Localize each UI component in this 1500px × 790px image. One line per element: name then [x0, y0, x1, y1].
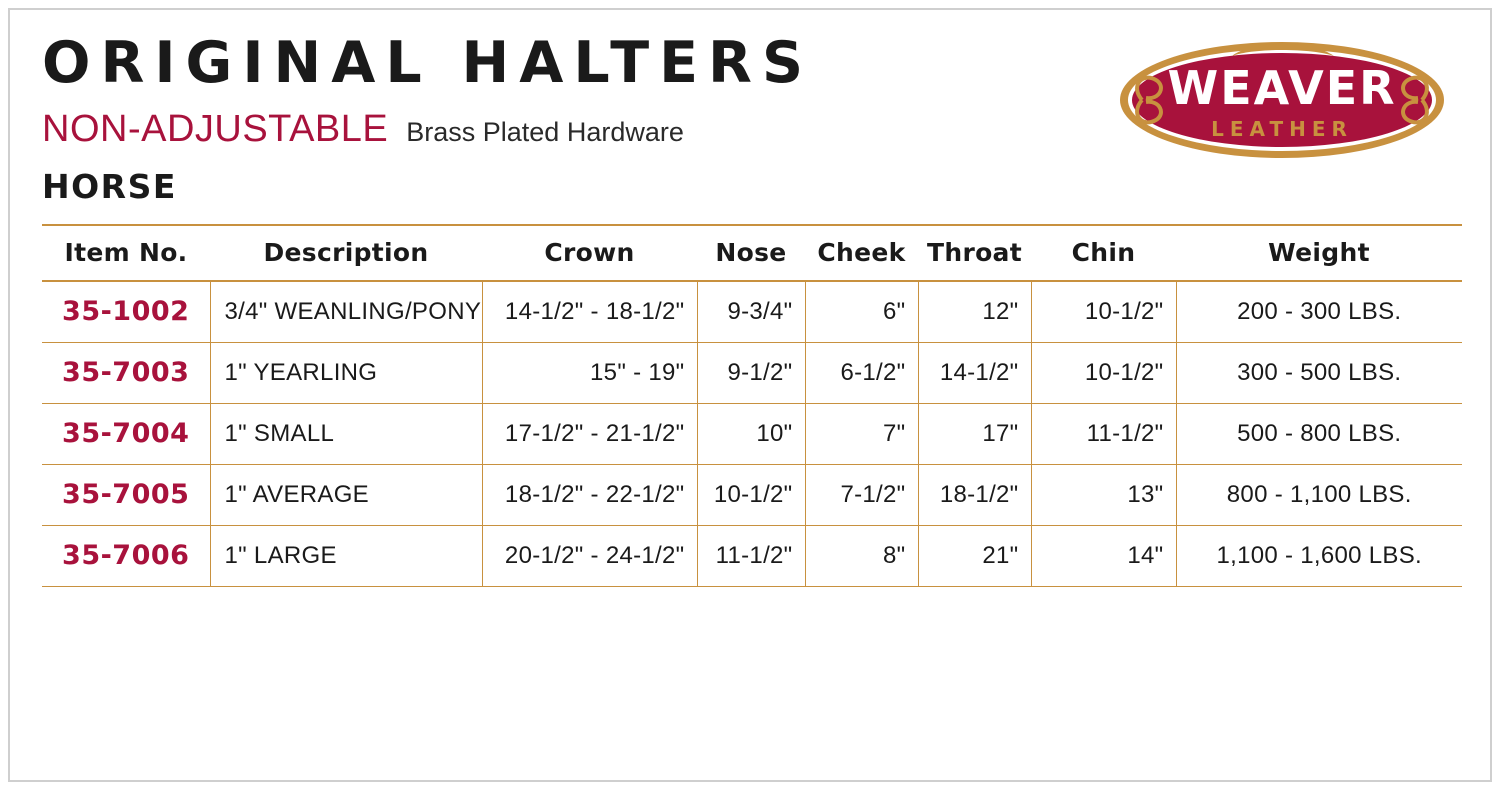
specifications-table	[42, 224, 1462, 587]
column-header-crown: Crown	[482, 225, 697, 281]
table-row	[42, 464, 1462, 525]
cell-description: 1" AVERAGE	[210, 464, 482, 525]
cell-cheek: 7-1/2"	[805, 464, 918, 525]
cell-item-no: 35-7005	[42, 464, 210, 525]
cell-nose: 10"	[697, 403, 805, 464]
cell-weight: 500 - 800 LBS.	[1176, 403, 1462, 464]
column-header-weight: Weight	[1176, 225, 1462, 281]
cell-item-no: 35-1002	[42, 281, 210, 343]
cell-cheek: 6-1/2"	[805, 342, 918, 403]
cell-nose: 9-3/4"	[697, 281, 805, 343]
cell-throat: 12"	[918, 281, 1031, 343]
header-block	[42, 30, 1462, 206]
cell-weight: 800 - 1,100 LBS.	[1176, 464, 1462, 525]
cell-chin: 13"	[1031, 464, 1176, 525]
table-row	[42, 342, 1462, 403]
cell-item-no: 35-7004	[42, 403, 210, 464]
cell-description: 1" LARGE	[210, 525, 482, 586]
cell-crown: 14-1/2" - 18-1/2"	[482, 281, 697, 343]
cell-description: 1" SMALL	[210, 403, 482, 464]
column-header-item-no: Item No.	[42, 225, 210, 281]
cell-nose: 10-1/2"	[697, 464, 805, 525]
column-header-throat: Throat	[918, 225, 1031, 281]
cell-cheek: 6"	[805, 281, 918, 343]
cell-description: 1" YEARLING	[210, 342, 482, 403]
cell-throat: 17"	[918, 403, 1031, 464]
cell-crown: 15" - 19"	[482, 342, 697, 403]
cell-nose: 11-1/2"	[697, 525, 805, 586]
cell-crown: 17-1/2" - 21-1/2"	[482, 403, 697, 464]
cell-item-no: 35-7003	[42, 342, 210, 403]
table-header-row	[42, 225, 1462, 281]
logo-tagline-text: LEATHER	[1211, 117, 1353, 141]
cell-throat: 14-1/2"	[918, 342, 1031, 403]
cell-cheek: 8"	[805, 525, 918, 586]
sheet-content	[42, 30, 1462, 587]
cell-weight: 1,100 - 1,600 LBS.	[1176, 525, 1462, 586]
hardware-note: Brass Plated Hardware	[406, 116, 684, 147]
logo-brand-text: WEAVER	[1167, 61, 1397, 115]
table-row	[42, 525, 1462, 586]
cell-weight: 300 - 500 LBS.	[1176, 342, 1462, 403]
column-header-nose: Nose	[697, 225, 805, 281]
cell-throat: 18-1/2"	[918, 464, 1031, 525]
cell-crown: 18-1/2" - 22-1/2"	[482, 464, 697, 525]
cell-crown: 20-1/2" - 24-1/2"	[482, 525, 697, 586]
cell-description: 3/4" WEANLING/PONY	[210, 281, 482, 343]
cell-chin: 14"	[1031, 525, 1176, 586]
cell-chin: 10-1/2"	[1031, 281, 1176, 343]
cell-chin: 11-1/2"	[1031, 403, 1176, 464]
column-header-chin: Chin	[1031, 225, 1176, 281]
subtitle: NON-ADJUSTABLE	[42, 107, 389, 150]
table-row	[42, 281, 1462, 343]
weaver-leather-logo	[1112, 34, 1452, 184]
cell-weight: 200 - 300 LBS.	[1176, 281, 1462, 343]
page-title: ORIGINAL HALTERS	[42, 30, 813, 96]
column-header-cheek: Cheek	[805, 225, 918, 281]
column-header-description: Description	[210, 225, 482, 281]
cell-nose: 9-1/2"	[697, 342, 805, 403]
cell-cheek: 7"	[805, 403, 918, 464]
category-heading: HORSE	[42, 166, 177, 206]
cell-item-no: 35-7006	[42, 525, 210, 586]
cell-throat: 21"	[918, 525, 1031, 586]
cell-chin: 10-1/2"	[1031, 342, 1176, 403]
table-row	[42, 403, 1462, 464]
